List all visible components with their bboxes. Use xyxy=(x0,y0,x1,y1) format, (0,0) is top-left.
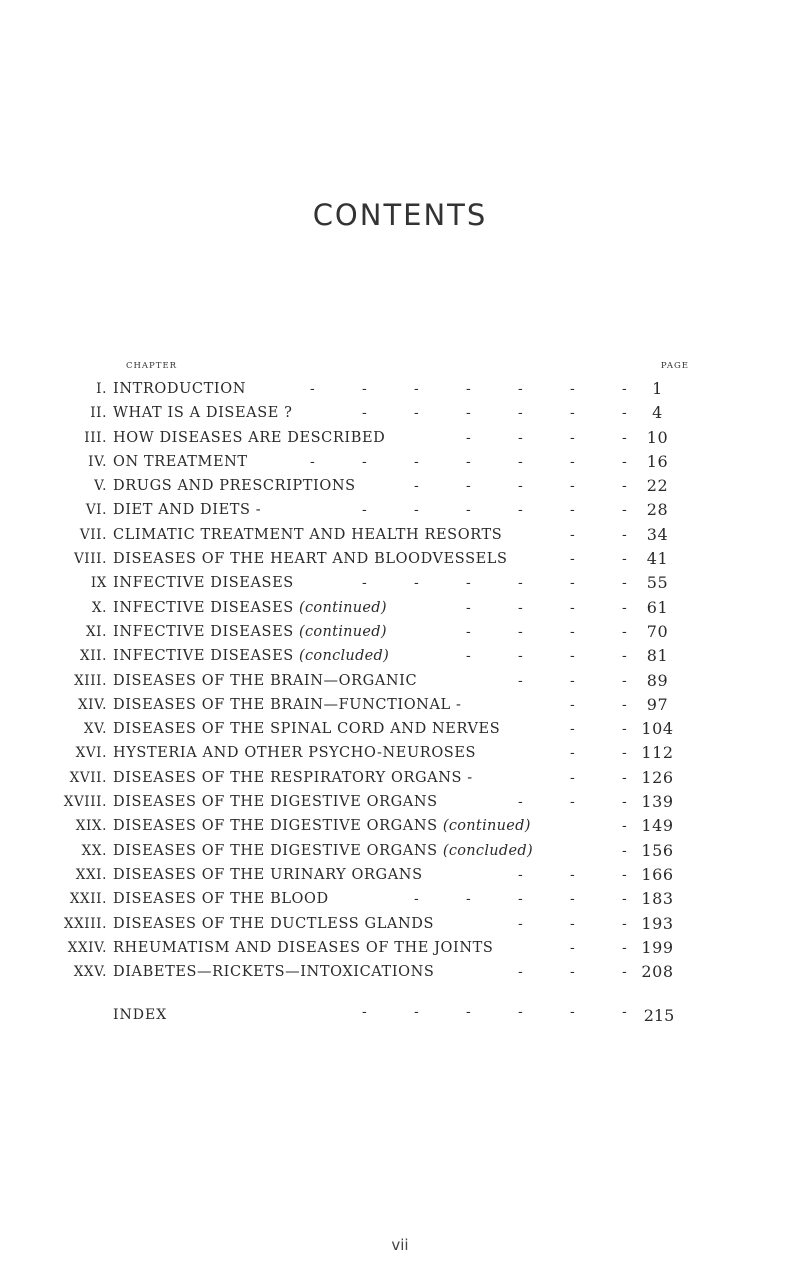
chapter-number: XXV. xyxy=(73,964,107,981)
leader-dash: - xyxy=(466,478,472,495)
chapter-number: IX xyxy=(90,575,107,592)
chapter-number: XII. xyxy=(80,648,107,665)
leader-dash: - xyxy=(414,575,420,592)
leader-dash: - xyxy=(518,672,524,689)
leader-dash: - xyxy=(518,575,524,592)
leader-dash: - xyxy=(466,648,472,665)
leader-dash: - xyxy=(570,866,576,883)
leader-dash: - xyxy=(518,794,524,811)
chapter-title: RHEUMATISM AND DISEASES OF THE JOINTS xyxy=(113,939,494,956)
page-number: 149 xyxy=(641,816,674,836)
page-number: 156 xyxy=(641,840,674,860)
leader-dash: - xyxy=(466,1004,471,1020)
toc-row[interactable] xyxy=(0,551,800,575)
leader-dash: - xyxy=(622,429,628,446)
leader-dash: - xyxy=(570,939,576,956)
leader-dash: - xyxy=(466,453,472,470)
toc-row[interactable] xyxy=(0,478,800,502)
chapter-number: XVIII. xyxy=(63,794,107,811)
leader-dash: - xyxy=(570,599,576,616)
page-number: 139 xyxy=(641,792,674,812)
toc-row[interactable] xyxy=(0,597,800,624)
chapter-title: CLIMATIC TREATMENT AND HEALTH RESORTS xyxy=(113,526,503,543)
leader-dash: - xyxy=(414,453,420,470)
toc-row[interactable] xyxy=(0,937,800,964)
leader-dash: - xyxy=(414,478,420,495)
chapter-number: VII. xyxy=(79,526,107,543)
leader-dash: - xyxy=(570,915,576,932)
chapter-number: VI. xyxy=(85,502,107,519)
toc-row[interactable] xyxy=(0,864,800,891)
leader-dash: - xyxy=(466,623,472,640)
chapter-number: XXII. xyxy=(69,891,107,908)
leader-dash: - xyxy=(466,429,472,446)
page-number: 199 xyxy=(641,937,674,957)
leader-dash: - xyxy=(570,623,576,640)
leader-dash: - xyxy=(570,429,576,446)
leader-dash: - xyxy=(570,478,576,495)
page-number: 81 xyxy=(646,646,669,666)
leader-dash: - xyxy=(570,745,576,762)
leader-dash: - xyxy=(362,381,368,397)
page-number: 4 xyxy=(652,403,663,423)
page-number: 126 xyxy=(641,767,674,787)
chapter-title: INFECTIVE DISEASES (continued) xyxy=(113,623,387,640)
chapter-number: IV. xyxy=(88,453,107,470)
chapter-title: DISEASES OF THE RESPIRATORY ORGANS - xyxy=(113,769,473,786)
leader-dash: - xyxy=(518,478,524,495)
leader-dash: - xyxy=(570,526,576,543)
chapter-column-header: CHAPTER xyxy=(126,361,178,371)
leader-dash: - xyxy=(466,502,472,519)
chapter-title: INFECTIVE DISEASES (continued) xyxy=(113,599,387,616)
toc-row[interactable] xyxy=(0,694,800,721)
leader-dash: - xyxy=(362,575,368,592)
leader-dash: - xyxy=(622,575,628,592)
page-number: 193 xyxy=(641,913,674,933)
chapter-title-note: (continued) xyxy=(299,623,387,640)
chapter-title: DISEASES OF THE DUCTLESS GLANDS xyxy=(113,915,435,932)
leader-dash: - xyxy=(622,939,628,956)
leader-dash: - xyxy=(622,891,628,908)
leader-dash: - xyxy=(622,745,628,762)
leader-dash: - xyxy=(622,381,628,397)
leader-dash: - xyxy=(570,964,576,981)
leader-dash: - xyxy=(622,648,628,665)
leader-dash: - xyxy=(466,575,472,592)
chapter-title: DIABETES—RICKETS—INTOXICATIONS xyxy=(113,964,435,981)
leader-dash: - xyxy=(622,964,628,981)
leader-dash: - xyxy=(466,599,472,616)
toc-row[interactable] xyxy=(0,840,800,867)
chapter-title: HYSTERIA AND OTHER PSYCHO-NEUROSES xyxy=(113,745,477,762)
leader-dash: - xyxy=(414,405,420,422)
chapter-number: XXIV. xyxy=(67,939,107,956)
leader-dash: - xyxy=(310,453,316,470)
leader-dash: - xyxy=(622,502,628,519)
leader-dash: - xyxy=(622,696,628,713)
chapter-number: II. xyxy=(90,405,107,422)
chapter-title: DISEASES OF THE URINARY ORGANS xyxy=(113,866,423,883)
toc-row[interactable] xyxy=(0,524,800,551)
leader-dash: - xyxy=(518,964,524,981)
chapter-number: I. xyxy=(96,381,107,397)
chapter-title: DISEASES OF THE BRAIN—ORGANIC xyxy=(113,672,418,689)
leader-dash: - xyxy=(622,915,628,932)
page-folio: vii xyxy=(391,1236,409,1254)
chapter-number: XXI. xyxy=(75,866,107,883)
chapter-title: INFECTIVE DISEASES (concluded) xyxy=(113,648,390,665)
chapter-number: XIII. xyxy=(74,672,107,689)
leader-dash: - xyxy=(570,1004,575,1020)
page-number: 70 xyxy=(646,621,669,641)
toc-row[interactable] xyxy=(0,381,800,405)
chapter-title: DISEASES OF THE DIGESTIVE ORGANS (concluded) xyxy=(113,842,533,859)
leader-dash: - xyxy=(518,623,524,640)
page-number: 61 xyxy=(646,597,669,617)
page-number: 112 xyxy=(641,743,674,763)
chapter-title-note: (continued) xyxy=(442,818,531,835)
chapter-number: XIX. xyxy=(75,818,107,835)
page-number: 28 xyxy=(646,500,669,520)
page-number: 97 xyxy=(646,694,669,714)
leader-dash: - xyxy=(622,866,628,883)
table-of-contents xyxy=(0,381,800,988)
chapter-number: VIII. xyxy=(73,551,107,568)
leader-dash: - xyxy=(570,769,576,786)
leader-dash: - xyxy=(622,794,628,811)
toc-row[interactable] xyxy=(0,767,800,794)
chapter-title: ON TREATMENT xyxy=(113,453,248,470)
leader-dash: - xyxy=(622,623,628,640)
toc-row[interactable] xyxy=(0,427,800,454)
chapter-number: XVII. xyxy=(69,769,107,786)
leader-dash: - xyxy=(570,502,576,519)
toc-row[interactable] xyxy=(0,575,800,599)
chapter-number: XV. xyxy=(83,721,107,738)
chapter-number: III. xyxy=(84,429,107,446)
leader-dash: - xyxy=(466,381,472,397)
leader-dash: - xyxy=(414,1004,419,1020)
chapter-title: DISEASES OF THE BRAIN—FUNCTIONAL - xyxy=(113,696,462,713)
leader-dash: - xyxy=(518,405,524,422)
toc-row[interactable] xyxy=(0,502,800,526)
leader-dash: - xyxy=(570,453,576,470)
toc-row[interactable] xyxy=(0,621,800,648)
chapter-number: XVI. xyxy=(75,745,107,762)
leader-dash: - xyxy=(570,891,576,908)
chapter-title: DISEASES OF THE DIGESTIVE ORGANS xyxy=(113,794,438,811)
chapter-number: XX. xyxy=(81,842,107,859)
chapter-title-note: (continued) xyxy=(299,599,387,616)
chapter-number: XI. xyxy=(85,623,107,640)
leader-dash: - xyxy=(362,405,368,422)
leader-dash: - xyxy=(622,672,628,689)
leader-dash: - xyxy=(570,381,576,397)
page-number: 34 xyxy=(646,524,669,544)
chapter-title: DIET AND DIETS - xyxy=(113,502,262,519)
chapter-title-note: (concluded) xyxy=(299,648,390,665)
page-number: 104 xyxy=(641,719,674,739)
leader-dash: - xyxy=(622,478,628,495)
toc-row[interactable] xyxy=(0,721,800,745)
leader-dash: - xyxy=(414,502,420,519)
leader-dash: - xyxy=(362,453,368,470)
leader-dash: - xyxy=(570,648,576,665)
leader-dash: - xyxy=(518,453,524,470)
leader-dash: - xyxy=(570,794,576,811)
leader-dash: - xyxy=(570,672,576,689)
page-number: 166 xyxy=(641,864,674,884)
leader-dash: - xyxy=(518,1004,523,1020)
chapter-number: X. xyxy=(91,599,107,616)
index-page-number: 215 xyxy=(643,1006,675,1025)
leader-dash: - xyxy=(518,599,524,616)
toc-row[interactable] xyxy=(0,648,800,672)
leader-dash: - xyxy=(466,405,472,422)
leader-dash: - xyxy=(362,502,368,519)
leader-dash: - xyxy=(518,381,524,397)
chapter-title: HOW DISEASES ARE DESCRIBED xyxy=(113,429,386,446)
leader-dash: - xyxy=(518,648,524,665)
leader-dash: - xyxy=(570,696,576,713)
leader-dash: - xyxy=(622,526,628,543)
leader-dash: - xyxy=(518,866,524,883)
toc-row[interactable] xyxy=(0,964,800,988)
chapter-title: INTRODUCTION xyxy=(113,381,247,397)
chapter-title: DISEASES OF THE BLOOD xyxy=(113,891,329,908)
page-column-header: PAGE xyxy=(660,361,689,371)
toc-row[interactable] xyxy=(0,745,800,769)
leader-dash: - xyxy=(570,575,576,592)
page-number: 55 xyxy=(646,573,669,593)
index-entry-label[interactable]: INDEX xyxy=(113,1007,168,1023)
chapter-title: DRUGS AND PRESCRIPTIONS xyxy=(113,478,356,495)
page-number: 22 xyxy=(646,476,669,496)
chapter-number: XXIII. xyxy=(63,915,107,932)
leader-dash: - xyxy=(622,551,628,568)
page-number: 1 xyxy=(652,379,663,398)
leader-dash: - xyxy=(622,405,628,422)
leader-dash: - xyxy=(622,721,628,738)
leader-dash: - xyxy=(518,891,524,908)
leader-dash: - xyxy=(518,429,524,446)
page-number: 89 xyxy=(646,670,669,690)
toc-row[interactable] xyxy=(0,670,800,697)
leader-dash: - xyxy=(466,891,472,908)
toc-row[interactable] xyxy=(0,405,800,429)
leader-dash: - xyxy=(570,721,576,738)
page-number: 41 xyxy=(646,549,669,569)
leader-dash: - xyxy=(622,769,628,786)
leader-dash: - xyxy=(362,1004,367,1020)
page-title: CONTENTS xyxy=(312,198,488,232)
leader-dash: - xyxy=(570,551,576,568)
page-number: 183 xyxy=(641,889,674,909)
chapter-title: DISEASES OF THE SPINAL CORD AND NERVES xyxy=(113,721,501,738)
chapter-title: DISEASES OF THE HEART AND BLOODVESSELS xyxy=(113,551,508,568)
page-number: 10 xyxy=(646,427,669,447)
chapter-title-note: (concluded) xyxy=(442,842,533,859)
chapter-title: DISEASES OF THE DIGESTIVE ORGANS (continued) xyxy=(113,818,531,835)
page-number: 208 xyxy=(641,962,674,982)
leader-dash: - xyxy=(622,453,628,470)
leader-dash: - xyxy=(622,818,628,835)
chapter-title: INFECTIVE DISEASES xyxy=(113,575,294,592)
leader-dash: - xyxy=(414,891,420,908)
leader-dash: - xyxy=(622,1004,627,1020)
leader-dash: - xyxy=(518,915,524,932)
chapter-title: WHAT IS A DISEASE ? xyxy=(113,405,293,422)
leader-dash: - xyxy=(570,405,576,422)
chapter-number: XIV. xyxy=(77,696,107,713)
leader-dash: - xyxy=(622,599,628,616)
toc-row[interactable] xyxy=(0,451,800,478)
leader-dash: - xyxy=(622,842,628,859)
leader-dash: - xyxy=(518,502,524,519)
chapter-number: V. xyxy=(94,478,107,495)
toc-row[interactable] xyxy=(0,818,800,842)
leader-dash: - xyxy=(310,381,316,397)
page-number: 16 xyxy=(646,451,669,471)
leader-dash: - xyxy=(414,381,420,397)
toc-row[interactable] xyxy=(0,913,800,940)
toc-row[interactable] xyxy=(0,891,800,915)
toc-row[interactable] xyxy=(0,794,800,818)
